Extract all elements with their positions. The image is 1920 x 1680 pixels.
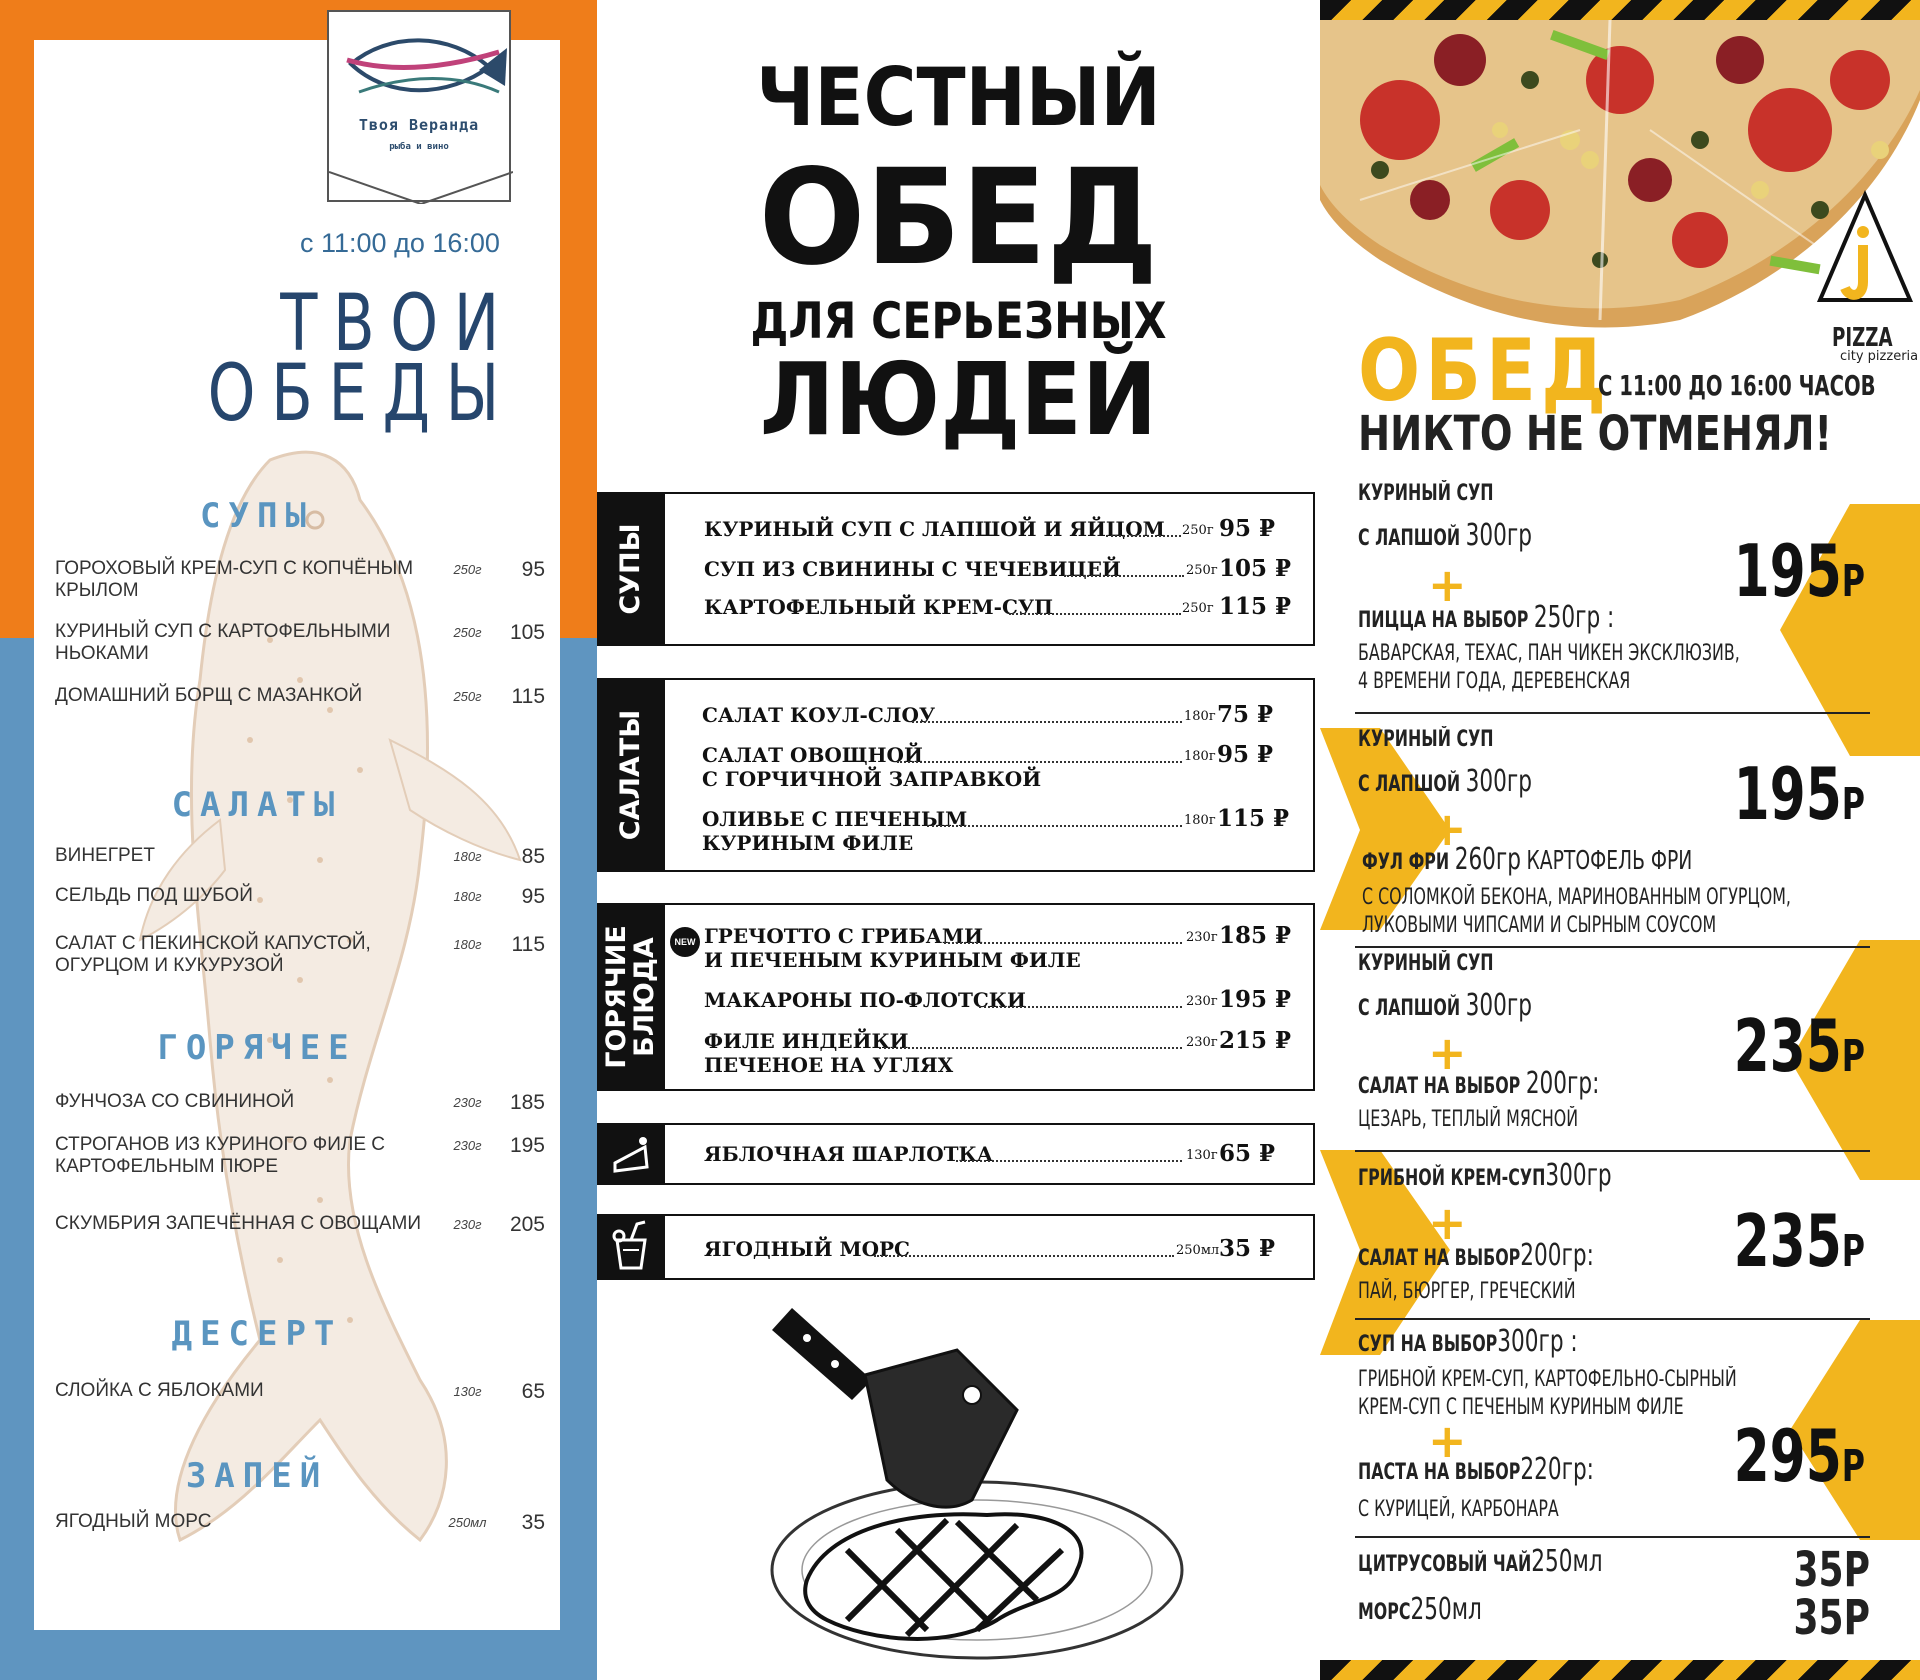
combo2-line1: КУРИНЫЙ СУП [1358,727,1494,752]
middle-heading-line4: ЛЮДЕЙ [759,341,1158,458]
hazard-stripe-bottom [1320,1660,1920,1680]
item-price: 65 [521,1380,545,1403]
combo4-line1: ГРИБНОЙ КРЕМ-СУП300гр [1358,1158,1612,1193]
dot-leader [956,1160,1182,1162]
item-name: САЛАТ С ПЕКИНСКОЙ КАПУСТОЙ, ОГУРЦОМ И КУКУРУЗОЙ [55,933,371,976]
combo1-desc2: 4 ВРЕМЕНИ ГОДА, ДЕРЕВЕНСКАЯ [1358,669,1631,694]
section-tab-drinks [597,1214,665,1280]
middle-heading-line2: ОБЕД [758,141,1159,295]
left-title-line2: ОБЕДЫ [207,349,515,439]
item-name-line2: КУРИНЫМ ФИЛЕ [702,831,914,855]
item-price: 185 [509,1091,545,1114]
combo1-line3: ПИЦЦА НА ВЫБОР 250гр : [1358,600,1615,635]
item-name: ВИНЕГРЕТ [55,845,155,866]
item-weight: 230г [453,1095,482,1110]
item-name: САЛАТ КОУЛ-СЛОУ [702,703,936,727]
item-weight: 250г [1186,563,1218,578]
item-weight: 250г [1182,523,1214,538]
dot-leader [927,825,1182,827]
combo5-desc-a2: КРЕМ-СУП С ПЕЧЕНЫМ КУРИНЫМ ФИЛЕ [1358,1395,1684,1420]
item-price: 65 ₽ [1219,1140,1276,1167]
combo5-line2: ПАСТА НА ВЫБОР220гр: [1358,1452,1594,1487]
combo3-desc1: ЦЕЗАРЬ, ТЕПЛЫЙ МЯСНОЙ [1358,1107,1579,1132]
middle-heading-line1: ЧЕСТНЫЙ [756,51,1161,144]
combo2-line2: С ЛАПШОЙ 300гр [1358,764,1532,799]
combo3-line2: С ЛАПШОЙ 300гр [1358,988,1532,1023]
item-name: ГРЕЧОТТО С ГРИБАМИ [704,924,983,948]
logo-badge [327,10,511,202]
middle-section-soups [597,492,1315,646]
divider [1355,1150,1870,1152]
item-price: 115 [511,685,545,708]
middle-section-hot-dishes [597,903,1315,1091]
combo4-price: 235Р [1733,1199,1865,1283]
combo5-desc1: С КУРИЦЕЙ, КАРБОНАРА [1358,1497,1559,1522]
combo2-line3: ФУЛ ФРИ 260гр КАРТОФЕЛЬ ФРИ [1362,842,1693,877]
dot-leader [1064,575,1184,577]
plus-icon: + [1428,1026,1467,1080]
left-title-line1: ТВОИ [280,279,515,369]
j-pizza-logo [1805,190,1920,345]
combo1-line1: КУРИНЫЙ СУП [1358,481,1494,506]
combo2-desc2: ЛУКОВЫМИ ЧИПСАМИ И СЫРНЫМ СОУСОМ [1362,913,1717,938]
item-price: 115 ₽ [1219,593,1292,620]
item-name-line2: ПЕЧЕНОЕ НА УГЛЯХ [704,1053,954,1077]
item-price: 105 [509,621,545,644]
dot-leader [912,721,1182,723]
right-title: ОБЕД [1358,321,1612,421]
middle-menu-panel [597,0,1320,1680]
dot-leader [897,761,1182,763]
dot-leader [944,942,1182,944]
item-weight: 250мл [1176,1243,1220,1258]
item-name: ФУНЧОЗА СО СВИНИНОЙ [55,1091,295,1112]
dot-leader [874,1255,1174,1257]
item-weight: 180г [453,849,482,864]
item-price: 95 [521,558,545,581]
plus-icon: + [1428,558,1467,612]
item-weight: 130г [453,1384,482,1399]
item-name: СТРОГАНОВ ИЗ КУРИНОГО ФИЛЕ С КАРТОФЕЛЬНЫМ ПЮРЕ [55,1134,385,1177]
item-price: 85 [521,845,545,868]
item-weight: 130г [1186,1148,1218,1163]
dot-leader [1009,613,1181,615]
cleaver-steak-illustration [747,1300,1187,1670]
drink2-line: МОРС250мл [1358,1592,1482,1627]
item-name: КАРТОФЕЛЬНЫЙ КРЕМ-СУП [704,595,1053,619]
logo-subtitle: рыба и вино [389,142,449,152]
item-name: СЛОЙКА С ЯБЛОКАМИ [55,1380,264,1401]
item-weight: 230г [1186,1035,1218,1050]
item-name: ФИЛЕ ИНДЕЙКИ [704,1029,909,1053]
combo4-desc1: ПАЙ, БЮРГЕР, ГРЕЧЕСКИЙ [1358,1279,1576,1304]
combo4-line2: САЛАТ НА ВЫБОР200гр: [1358,1238,1594,1273]
combo1-line2: С ЛАПШОЙ 300гр [1358,518,1532,553]
plus-icon: + [1428,1414,1467,1468]
combo5-line1: СУП НА ВЫБОР300гр : [1358,1324,1578,1359]
item-weight: 230г [453,1138,482,1153]
item-name-line2: С ГОРЧИЧНОЙ ЗАПРАВКОЙ [702,767,1042,791]
item-weight: 230г [1186,994,1218,1009]
combo3-line3: САЛАТ НА ВЫБОР 200гр: [1358,1066,1600,1101]
divider [1355,1318,1870,1320]
item-name: ГОРОХОВЫЙ КРЕМ-СУП С КОПЧЁНЫМ КРЫЛОМ [55,558,414,601]
item-weight: 180г [453,889,482,904]
plus-icon: + [1428,1196,1467,1250]
item-price: 215 ₽ [1219,1027,1292,1054]
right-hours: С 11:00 ДО 16:00 ЧАСОВ [1598,369,1876,402]
item-weight: 250г [453,625,482,640]
item-name: СКУМБРИЯ ЗАПЕЧЁННАЯ С ОВОЩАМИ [55,1213,421,1234]
section-tab-salads: САЛАТЫ [597,678,665,872]
item-weight: 180г [453,937,482,952]
new-badge: NEW [670,927,700,957]
dot-leader [879,1047,1182,1049]
item-name: ЯГОДНЫЙ МОРС [55,1511,212,1532]
item-name: СУП ИЗ СВИНИНЫ С ЧЕЧЕВИЦЕЙ [704,557,1121,581]
item-weight: 250г [453,689,482,704]
middle-section-dessert [597,1123,1315,1185]
drink1-price: 35Р [1793,1542,1870,1598]
left-section-title-salads: САЛАТЫ [171,785,343,825]
item-price: 195 ₽ [1219,986,1292,1013]
combo3-price: 235Р [1733,1004,1865,1088]
item-name: ЯГОДНЫЙ МОРС [704,1237,910,1261]
combo2-desc1: С СОЛОМКОЙ БЕКОНА, МАРИНОВАННЫМ ОГУРЦОМ, [1362,885,1791,910]
item-price: 115 [511,933,545,956]
middle-section-drinks [597,1214,1315,1280]
middle-heading-line3: ДЛЯ СЕРЬЕЗНЫХ [750,292,1167,350]
item-weight: 250г [453,562,482,577]
item-name: СЕЛЬДЬ ПОД ШУБОЙ [55,885,253,906]
item-weight: 180г [1184,813,1216,828]
item-price: 105 ₽ [1219,555,1292,582]
left-menu-panel [0,0,597,1680]
item-price: 35 ₽ [1219,1235,1276,1262]
combo1-desc1: БАВАРСКАЯ, ТЕХАС, ПАН ЧИКЕН ЭКСКЛЮЗИВ, [1358,641,1740,666]
left-section-title-hot: ГОРЯЧЕЕ [157,1028,357,1068]
item-name: ЯБЛОЧНАЯ ШАРЛОТКА [704,1142,994,1166]
item-weight: 180г [1184,709,1216,724]
item-weight: 250г [1182,601,1214,616]
hazard-stripe-top [1320,0,1920,20]
section-tab-dessert [597,1123,665,1185]
right-menu-panel [1320,0,1920,1680]
item-name: МАКАРОНЫ ПО-ФЛОТСКИ [704,988,1026,1012]
pizza-brand-name: PIZZA [1832,323,1893,353]
divider [1355,1536,1870,1538]
drink-icon [597,1214,665,1280]
combo5-desc-a1: ГРИБНОЙ КРЕМ-СУП, КАРТОФЕЛЬНО-СЫРНЫЙ [1358,1367,1737,1392]
item-price: 95 ₽ [1217,741,1274,768]
item-price: 95 [521,885,545,908]
middle-section-salads [597,678,1315,872]
drink2-price: 35Р [1793,1590,1870,1646]
section-tab-soups: СУПЫ [597,492,665,646]
left-section-title-soups: СУПЫ [200,496,314,536]
combo5-price: 295Р [1733,1414,1865,1498]
item-name: КУРИНЫЙ СУП С КАРТОФЕЛЬНЫМИ НЬОКАМИ [55,621,391,664]
logo-name: Твоя Веранда [358,116,480,134]
item-weight: 230г [1186,930,1218,945]
item-weight: 180г [1184,749,1216,764]
item-weight: 230г [453,1217,482,1232]
fish-logo-icon [329,12,513,204]
item-price: 35 [521,1511,545,1534]
item-name: ОЛИВЬЕ С ПЕЧЕНЫМ [702,807,968,831]
item-name: ДОМАШНИЙ БОРЩ С МАЗАНКОЙ [55,685,363,706]
item-name: САЛАТ ОВОЩНОЙ [702,743,923,767]
drink1-line: ЦИТРУСОВЫЙ ЧАЙ250мл [1358,1544,1603,1579]
combo1-price: 195Р [1733,529,1865,613]
left-section-title-dessert: ДЕСЕРТ [171,1314,343,1354]
item-weight: 250мл [448,1515,487,1530]
item-price: 115 ₽ [1217,805,1290,832]
section-tab-hot-dishes: ГОРЯЧИЕ БЛЮДА [597,903,665,1091]
item-price: 185 ₽ [1219,922,1292,949]
plus-icon: + [1428,802,1467,856]
item-name-line2: И ПЕЧЕНЫМ КУРИНЫМ ФИЛЕ [704,948,1081,972]
item-price: 205 [509,1213,545,1236]
left-hours: с 11:00 до 16:00 [300,228,500,258]
dot-leader [979,1006,1182,1008]
dot-leader [1106,535,1181,537]
cake-icon [597,1123,665,1185]
divider [1355,712,1870,714]
item-price: 95 ₽ [1219,515,1276,542]
pizza-brand-sub: city pizzeria [1840,349,1919,364]
combo3-line1: КУРИНЫЙ СУП [1358,951,1494,976]
item-price: 75 ₽ [1217,701,1274,728]
item-name: КУРИНЫЙ СУП С ЛАПШОЙ И ЯЙЦОМ [704,517,1165,541]
item-price: 195 [509,1134,545,1157]
left-section-title-drinks: ЗАПЕЙ [185,1456,329,1496]
right-subtitle: НИКТО НЕ ОТМЕНЯЛ! [1358,406,1832,462]
combo2-price: 195Р [1733,752,1865,836]
divider [1355,946,1870,948]
